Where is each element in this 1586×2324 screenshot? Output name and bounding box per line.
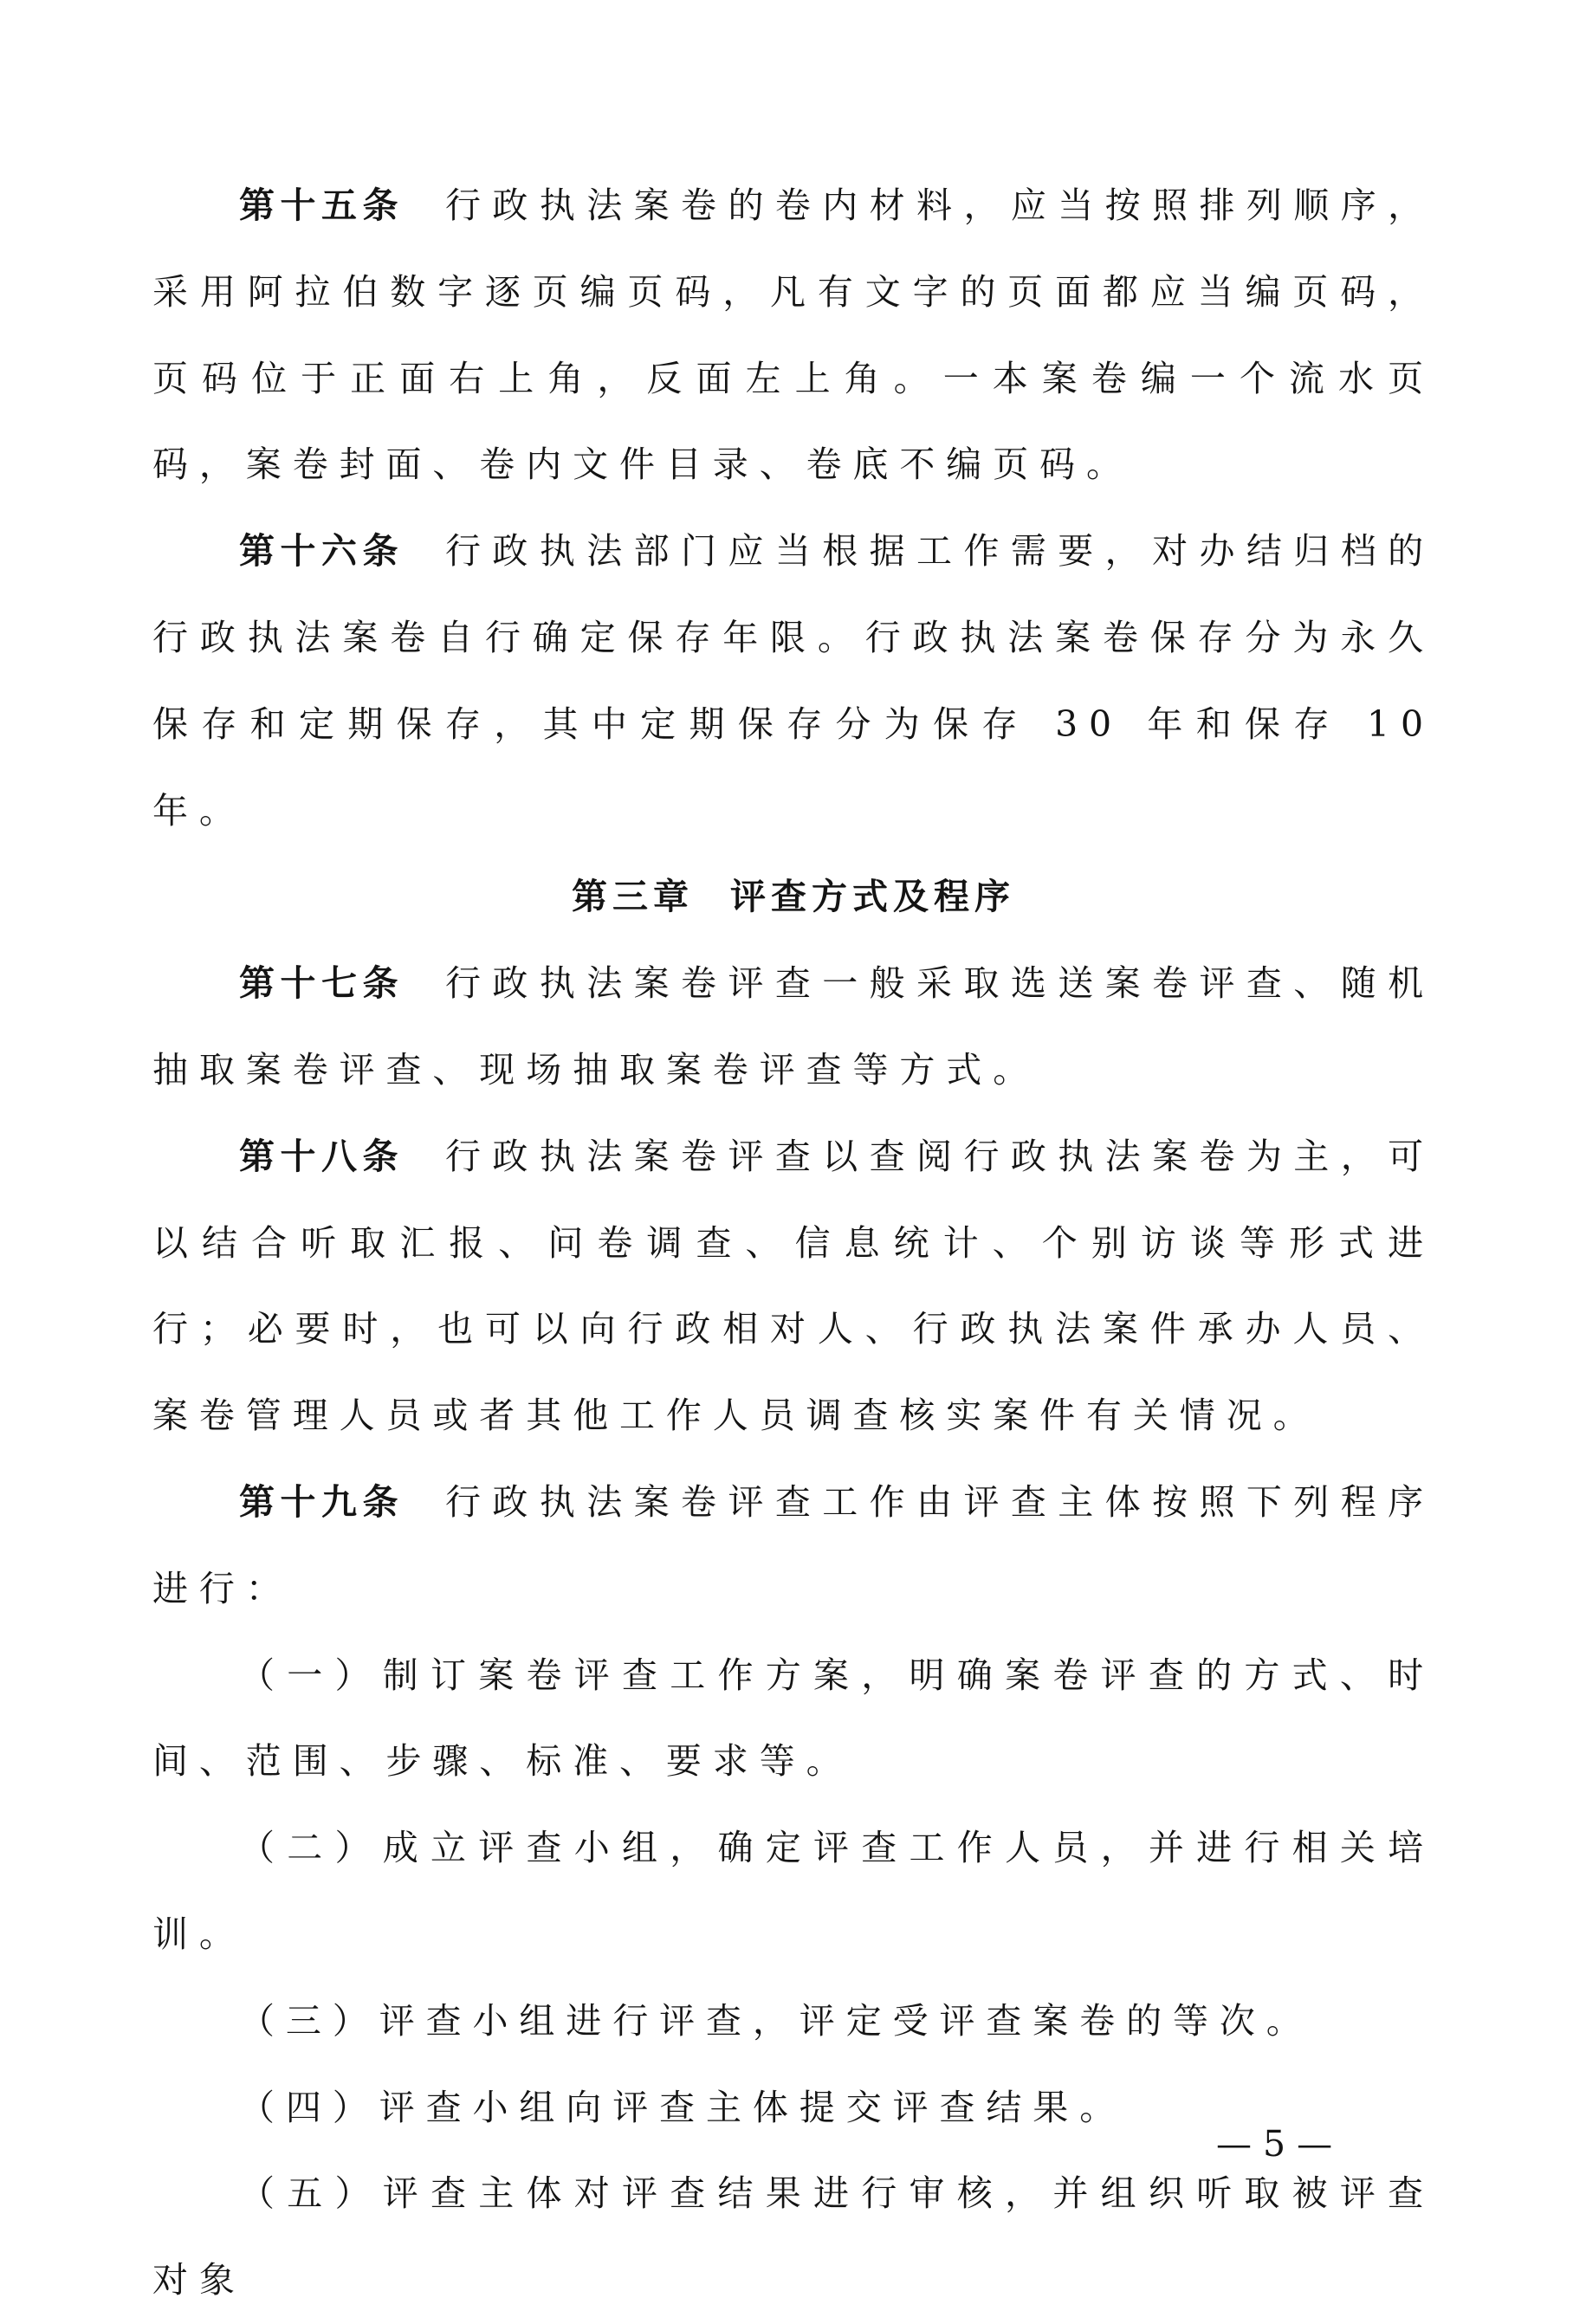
chapter-number: 第三章 — [572, 876, 694, 918]
article-heading: 第十五条 — [239, 184, 405, 226]
article-text: 行政执法案卷评查工作由评查主体按照下列程序进行： — [152, 1480, 1434, 1609]
article-text: 行政执法案卷评查一般采取选送案卷评查、随机抽取案卷评查、现场抽取案卷评查等方式。 — [152, 962, 1434, 1091]
page-number: — 5 — — [1216, 2123, 1333, 2165]
article-heading: 第十七条 — [239, 962, 405, 1005]
article-16 — [152, 508, 1434, 854]
procedure-item-1: （一）制订案卷评查工作方案，明确案卷评查的方式、时间、范围、步骤、标准、要求等。 — [152, 1654, 1434, 1783]
page-body — [152, 163, 1434, 2324]
procedure-item-5: （五）评查主体对评查结果进行审核，并组织听取被评查对象 — [152, 2172, 1434, 2301]
procedure-item-4: （四）评查小组向评查主体提交评查结果。 — [239, 2086, 1127, 2128]
article-17 — [152, 941, 1434, 1114]
article-15 — [152, 163, 1434, 508]
procedure-item-3: （三）评查小组进行评查，评定受评查案卷的等次。 — [239, 1999, 1313, 2042]
article-text: 行政执法部门应当根据工作需要，对办结归档的行政执法案卷自行确定保存年限。行政执法案卷保存分为永久保存和定期保存，其中定期保存分为保存 30 年和保存 10 年。 — [152, 530, 1434, 832]
article-heading: 第十八条 — [239, 1135, 405, 1177]
chapter-heading — [152, 854, 1434, 941]
article-heading: 第十六条 — [239, 530, 405, 573]
procedure-item-2: （二）成立评查小组，确定评查工作人员，并进行相关培训。 — [152, 1827, 1434, 1955]
article-text: 行政执法案卷的卷内材料，应当按照排列顺序，采用阿拉伯数字逐页编页码，凡有文字的页面都应当编页码，页码位于正面右上角，反面左上角。一本案卷编一个流水页码，案卷封面、卷内文件目录、卷底不编页码。 — [152, 184, 1434, 486]
article-19 — [152, 1460, 1434, 1633]
chapter-title: 评查方式及程序 — [730, 876, 1015, 918]
article-18 — [152, 1114, 1434, 1460]
article-text: 行政执法案卷评查以查阅行政执法案卷为主，可以结合听取汇报、问卷调查、信息统计、个别访谈等形式进行；必要时，也可以向行政相对人、行政执法案件承办人员、案卷管理人员或者其他工作人员调查核实案件有关情况。 — [152, 1135, 1434, 1437]
article-heading: 第十九条 — [239, 1480, 405, 1523]
